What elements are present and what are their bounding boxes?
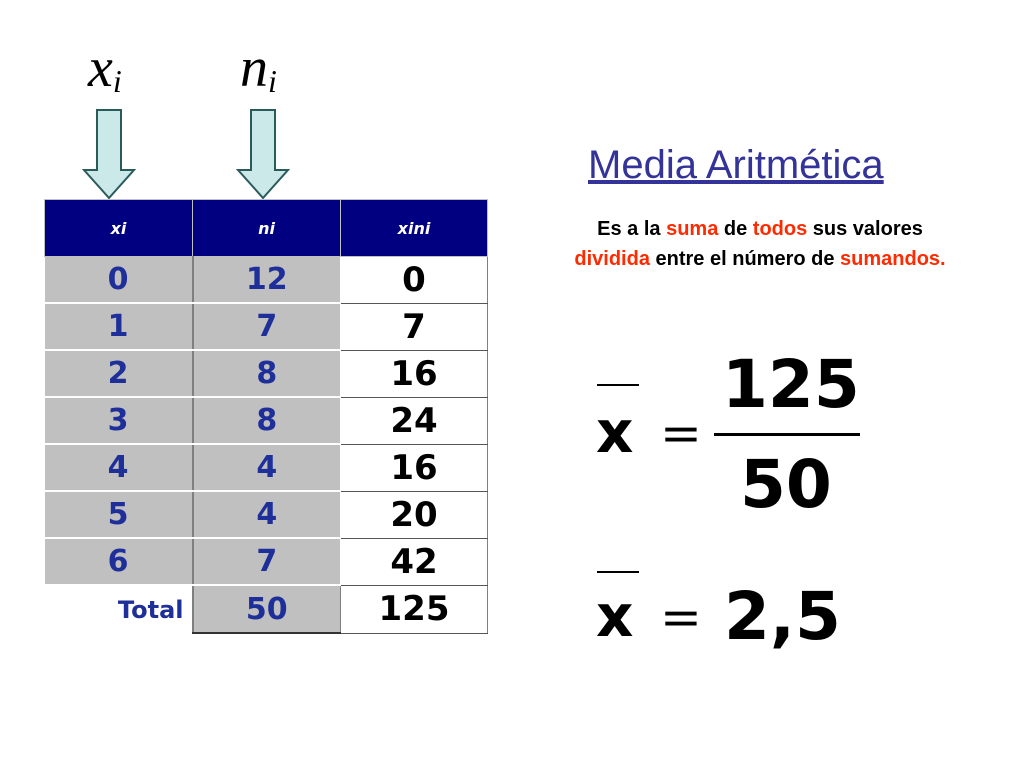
down-arrow-icon-ni [236, 108, 290, 200]
cell-x: 2 [45, 350, 193, 397]
header-xi [45, 200, 193, 257]
total-label: Total [45, 585, 193, 633]
table-total-row [45, 585, 488, 633]
xi-symbol-main: x [88, 37, 113, 99]
denominator: 50 [740, 446, 832, 523]
total-xn: 125 [341, 585, 488, 633]
cell-n: 7 [193, 538, 341, 585]
cell-xn: 16 [341, 350, 488, 397]
cell-x: 6 [45, 538, 193, 585]
table-row [45, 303, 488, 350]
table-row [45, 350, 488, 397]
mean-bar-1 [597, 384, 639, 386]
table-header-row [45, 200, 488, 257]
equals-sign-1: = [660, 404, 702, 462]
cell-xn: 16 [341, 444, 488, 491]
desc-highlight-suma: suma [666, 218, 719, 240]
cell-x: 0 [45, 257, 193, 304]
cell-n: 8 [193, 350, 341, 397]
cell-n: 12 [193, 257, 341, 304]
table-row [45, 491, 488, 538]
cell-xn: 42 [341, 538, 488, 585]
ni-symbol-main: n [240, 37, 268, 99]
total-n: 50 [193, 585, 341, 633]
desc-part: entre el número de [649, 248, 841, 270]
cell-n: 4 [193, 491, 341, 538]
header-ni-label: ni [258, 218, 275, 238]
fraction-line [714, 433, 860, 436]
desc-part: de [718, 218, 753, 240]
table-row [45, 538, 488, 585]
cell-x: 5 [45, 491, 193, 538]
header-xini-label: xini [397, 218, 431, 238]
cell-xn: 7 [341, 303, 488, 350]
desc-part: Es a la [597, 218, 667, 240]
cell-xn: 24 [341, 397, 488, 444]
cell-x: 3 [45, 397, 193, 444]
slide-title: Media Aritmética [588, 143, 884, 187]
cell-n: 4 [193, 444, 341, 491]
frequency-table [44, 199, 488, 634]
cell-x: 4 [45, 444, 193, 491]
header-ni [193, 200, 341, 257]
desc-highlight-dividida: dividida [574, 248, 650, 270]
definition-text [496, 214, 1024, 274]
cell-n: 8 [193, 397, 341, 444]
down-arrow-icon-xi [82, 108, 136, 200]
cell-n: 7 [193, 303, 341, 350]
desc-highlight-sumandos: sumandos. [840, 248, 946, 270]
equals-sign-2: = [660, 588, 702, 646]
mean-bar-2 [597, 571, 639, 573]
desc-highlight-todos: todos [752, 218, 808, 240]
table-row [45, 397, 488, 444]
cell-x: 1 [45, 303, 193, 350]
xi-symbol-sub: i [112, 63, 122, 99]
mean-symbol-1: x [596, 398, 634, 466]
mean-symbol-2: x [596, 582, 634, 650]
table-row [45, 257, 488, 304]
header-xi-label: xi [110, 218, 127, 238]
numerator: 125 [722, 346, 860, 423]
cell-xn: 0 [341, 257, 488, 304]
table-row [45, 444, 488, 491]
ni-symbol-sub: i [268, 63, 277, 99]
result-value: 2,5 [724, 578, 841, 655]
header-xini [341, 200, 488, 257]
desc-part: sus valores [807, 218, 923, 240]
xi-symbol [88, 37, 122, 99]
cell-xn: 20 [341, 491, 488, 538]
ni-symbol [240, 37, 277, 99]
